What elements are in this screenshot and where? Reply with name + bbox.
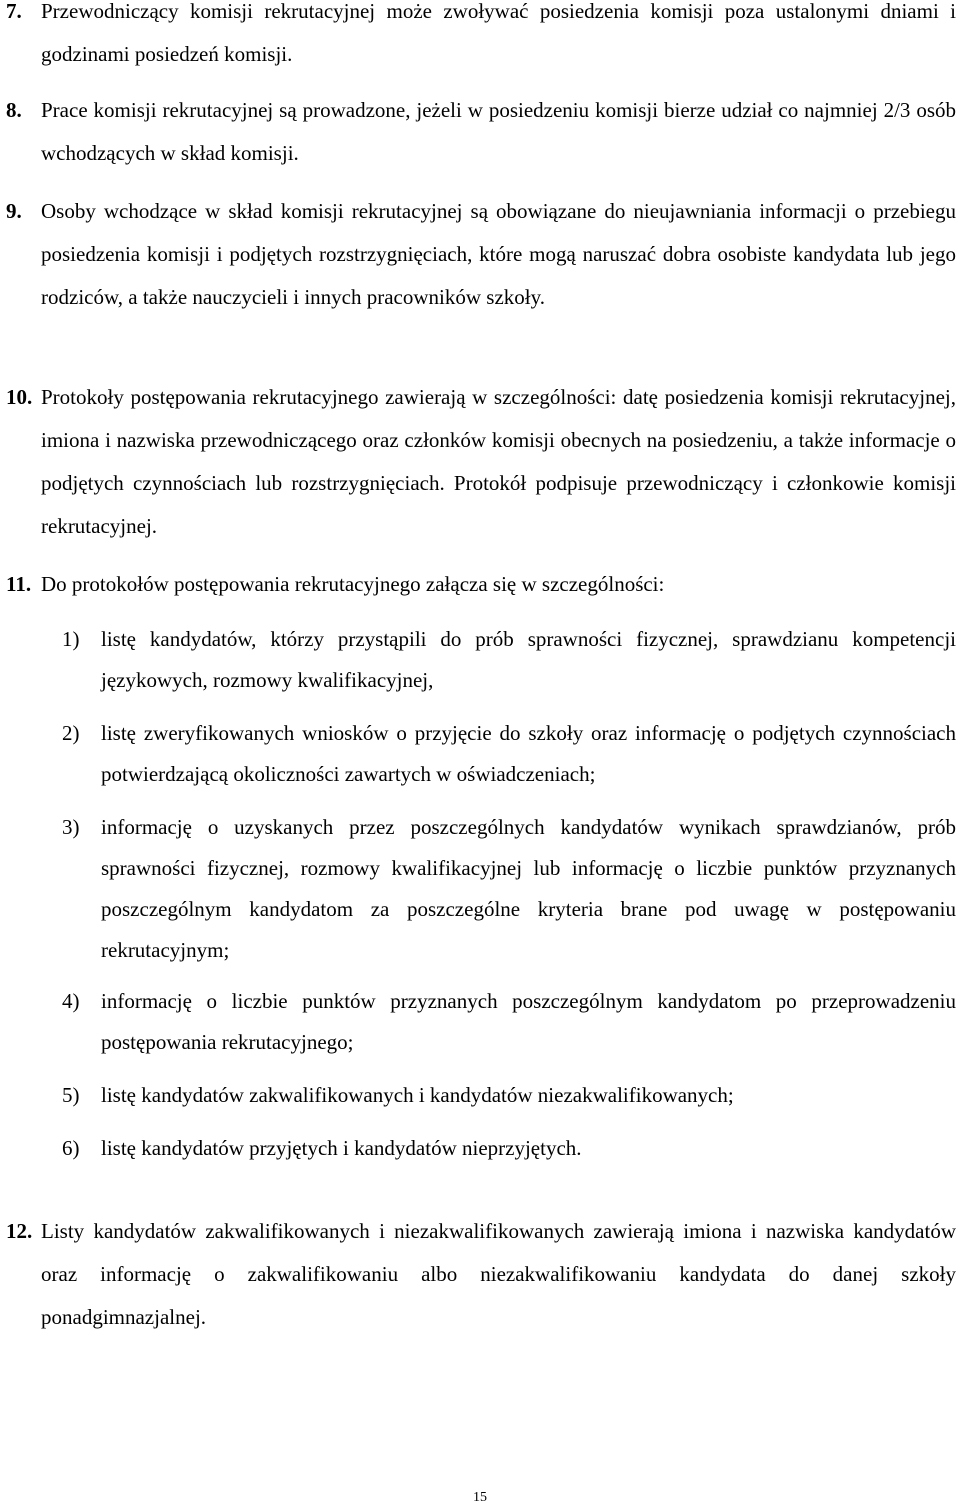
paragraph-text: Listy kandydatów zakwalifikowanych i niezakwalifikowanych zawierają imiona i nazwiska kandydatów oraz informację o zakwalifikowaniu albo niezakwalifikowaniu kandydata do danej szkoły ponadgimnazjalnej. xyxy=(41,1219,956,1329)
list-item-text: listę kandydatów, którzy przystąpili do prób sprawności fizycznej, sprawdzianu kompetencji językowych, rozmowy kwalifikacyjnej, xyxy=(101,627,956,692)
paragraph-12 xyxy=(6,1210,956,1339)
paragraph-10 xyxy=(6,376,956,548)
paragraph-text: Przewodniczący komisji rekrutacyjnej może zwoływać posiedzenia komisji poza ustalonymi dniami i godzinami posiedzeń komisji. xyxy=(41,0,956,66)
list-item-number: 5) xyxy=(62,1083,80,1107)
paragraph-7 xyxy=(6,0,956,76)
paragraph-number: 8. xyxy=(6,98,22,122)
list-item-number: 3) xyxy=(62,815,80,839)
list-item-text: listę kandydatów przyjętych i kandydatów nieprzyjętych. xyxy=(101,1136,582,1160)
paragraph-number: 10. xyxy=(6,385,33,409)
paragraph-number: 12. xyxy=(6,1219,33,1243)
paragraph-8 xyxy=(6,89,956,175)
list-item-3 xyxy=(62,807,956,971)
list-item-text: informację o liczbie punktów przyznanych poszczególnym kandydatom po przeprowadzeniu postępowania rekrutacyjnego; xyxy=(101,989,956,1054)
paragraph-9 xyxy=(6,190,956,319)
paragraph-number: 9. xyxy=(6,199,22,223)
list-item-number: 4) xyxy=(62,989,80,1013)
list-item-text: informację o uzyskanych przez poszczególnych kandydatów wynikach sprawdzianów, prób sprawności fizycznej, rozmowy kwalifikacyjnej lub informację o liczbie punktów przyznanych poszczególnym kandydatom za poszczególne kryteria brane pod uwagę w postępowaniu rekrutacyjnym; xyxy=(101,815,956,962)
list-item-6 xyxy=(62,1128,956,1169)
paragraph-text: Do protokołów postępowania rekrutacyjnego załącza się w szczególności: xyxy=(41,572,665,596)
list-item-4 xyxy=(62,981,956,1063)
paragraph-number: 7. xyxy=(6,0,22,23)
page-number: 15 xyxy=(473,1490,487,1505)
list-item-number: 6) xyxy=(62,1136,80,1160)
paragraph-text: Osoby wchodzące w skład komisji rekrutacyjnej są obowiązane do nieujawniania informacji o przebiegu posiedzenia komisji i podjętych rozstrzygnięciach, które mogą naruszać dobra osobiste kandydata lub jego rodziców, a także nauczycieli i innych pracowników szkoły. xyxy=(41,199,956,309)
list-item-number: 1) xyxy=(62,627,80,651)
list-item-5 xyxy=(62,1075,956,1116)
list-item-1 xyxy=(62,619,956,701)
list-item-2 xyxy=(62,713,956,795)
list-item-text: listę zweryfikowanych wniosków o przyjęcie do szkoły oraz informację o podjętych czynnościach potwierdzającą okoliczności zawartych w oświadczeniach; xyxy=(101,721,956,786)
list-item-text: listę kandydatów zakwalifikowanych i kandydatów niezakwalifikowanych; xyxy=(101,1083,734,1107)
paragraph-text: Protokoły postępowania rekrutacyjnego zawierają w szczególności: datę posiedzenia komisji rekrutacyjnej, imiona i nazwiska przewodniczącego oraz członków komisji obecnych na posiedzeniu, a także informacje o podjętych czynnościach lub rozstrzygnięciach. Protokół podpisuje przewodniczący i członkowie komisji rekrutacyjnej. xyxy=(41,385,956,538)
paragraph-number: 11. xyxy=(6,572,32,596)
paragraph-text: Prace komisji rekrutacyjnej są prowadzone, jeżeli w posiedzeniu komisji bierze udział co najmniej 2/3 osób wchodzących w skład komisji. xyxy=(41,98,956,165)
list-item-number: 2) xyxy=(62,721,80,745)
paragraph-11 xyxy=(6,563,956,606)
